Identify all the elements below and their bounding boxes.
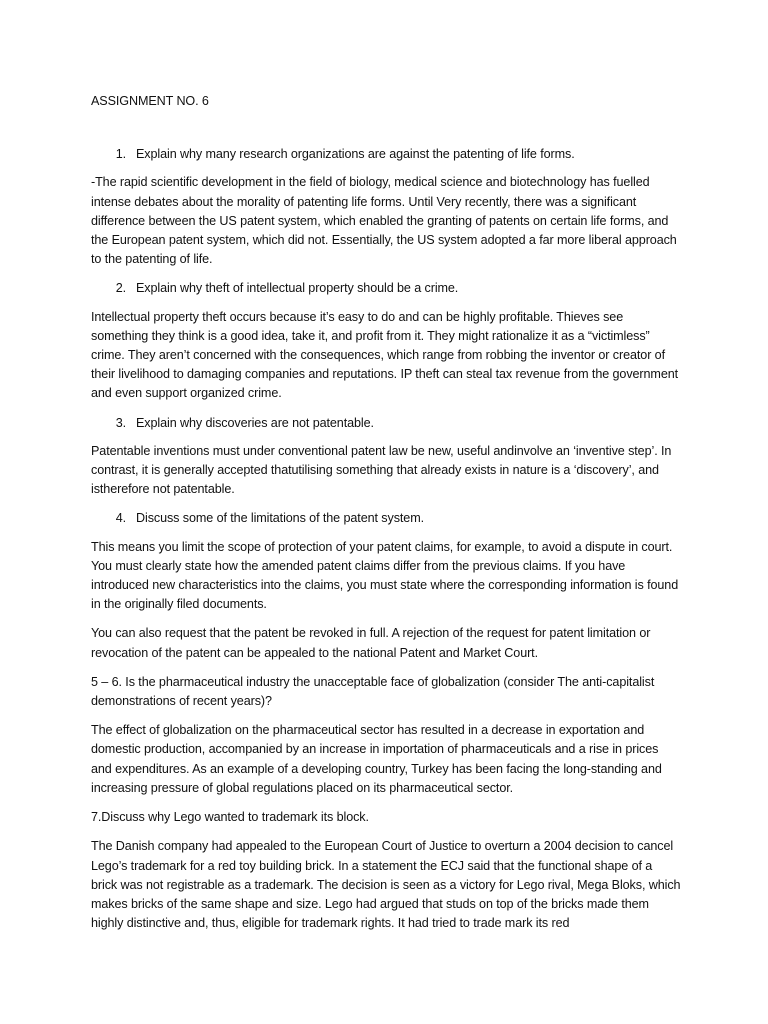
answer-5-6: The effect of globalization on the pharmaceutical sector has resulted in a decrease in exportation and domestic production, accompanied by an increase in importation of pharmaceuticals and a rise in prices and expenditures. As an example of a developing country, Turkey has been facing the long-standing and increasing pressure of global regulations placed on its pharmaceutical sector.	[91, 723, 662, 795]
document-body	[91, 92, 681, 943]
question-3	[91, 414, 681, 433]
question-4-text: Discuss some of the limitations of the patent system.	[136, 511, 424, 526]
question-2	[91, 279, 681, 298]
answer-2: Intellectual property theft occurs because it’s easy to do and can be highly profitable. Thieves see something they think is a good idea, take it, and profit from it. They might rationalize it as a “victimless” crime. They aren’t concerned with the consequences, which range from robbing the inventor or creator of their livelihood to damaging companies and reputations. IP theft can steal tax revenue from the government and even support organized crime.	[91, 309, 679, 401]
question-7: 7.Discuss why Lego wanted to trademark its block.	[91, 810, 369, 825]
question-3-number: 3.	[115, 415, 126, 430]
question-5-6: 5 – 6. Is the pharmaceutical industry the unacceptable face of globalization (consider The anti-capitalist demonstrations of recent years)?	[91, 674, 655, 709]
answer-4-part-2: You can also request that the patent be revoked in full. A rejection of the request for patent limitation or revocation of the patent can be appealed to the national Patent and Market Court.	[91, 626, 651, 660]
answer-1: -The rapid scientific development in the field of biology, medical science and biotechnology has fuelled intense debates about the morality of patenting life forms. Until Very recently, there was a significant difference between the US patent system, which enabled the granting of patents on certain life forms, and the European patent system, which did not. Essentially, the US system adopted a far more liberal approach to the patenting of life.	[91, 175, 677, 267]
question-4	[91, 509, 681, 528]
question-1-number: 1.	[115, 147, 126, 162]
assignment-heading: ASSIGNMENT NO. 6	[91, 94, 209, 108]
question-2-number: 2.	[115, 281, 126, 296]
answer-3: Patentable inventions must under conventional patent law be new, useful andinvolve an ‘inventive step’. In contrast, it is generally accepted thatutilising something that already exists in nature is a ‘discovery’, and istherefore not patentable.	[91, 443, 672, 497]
question-4-number: 4.	[115, 511, 126, 526]
question-1	[91, 145, 681, 164]
answer-7: The Danish company had appealed to the European Court of Justice to overturn a 2004 decision to cancel Lego’s trademark for a red toy building brick. In a statement the ECJ said that the functional shape of a brick was not registrable as a trademark. The decision is seen as a victory for Lego rival, Mega Bloks, which makes bricks of the same shape and size. Lego had argued that studs on top of the bricks made them highly distinctive and, thus, eligible for trademark rights. It had tried to trade mark its red	[91, 839, 681, 931]
question-3-text: Explain why discoveries are not patentable.	[136, 415, 374, 430]
question-2-text: Explain why theft of intellectual property should be a crime.	[136, 281, 459, 296]
answer-4-part-1: This means you limit the scope of protection of your patent claims, for example, to avoid a dispute in court. You must clearly state how the amended patent claims differ from the previous claims. If you have introduced new characteristics into the claims, you must state where the corresponding information is found in the originally filed documents.	[91, 539, 679, 612]
question-1-text: Explain why many research organizations are against the patenting of life forms.	[136, 147, 575, 162]
